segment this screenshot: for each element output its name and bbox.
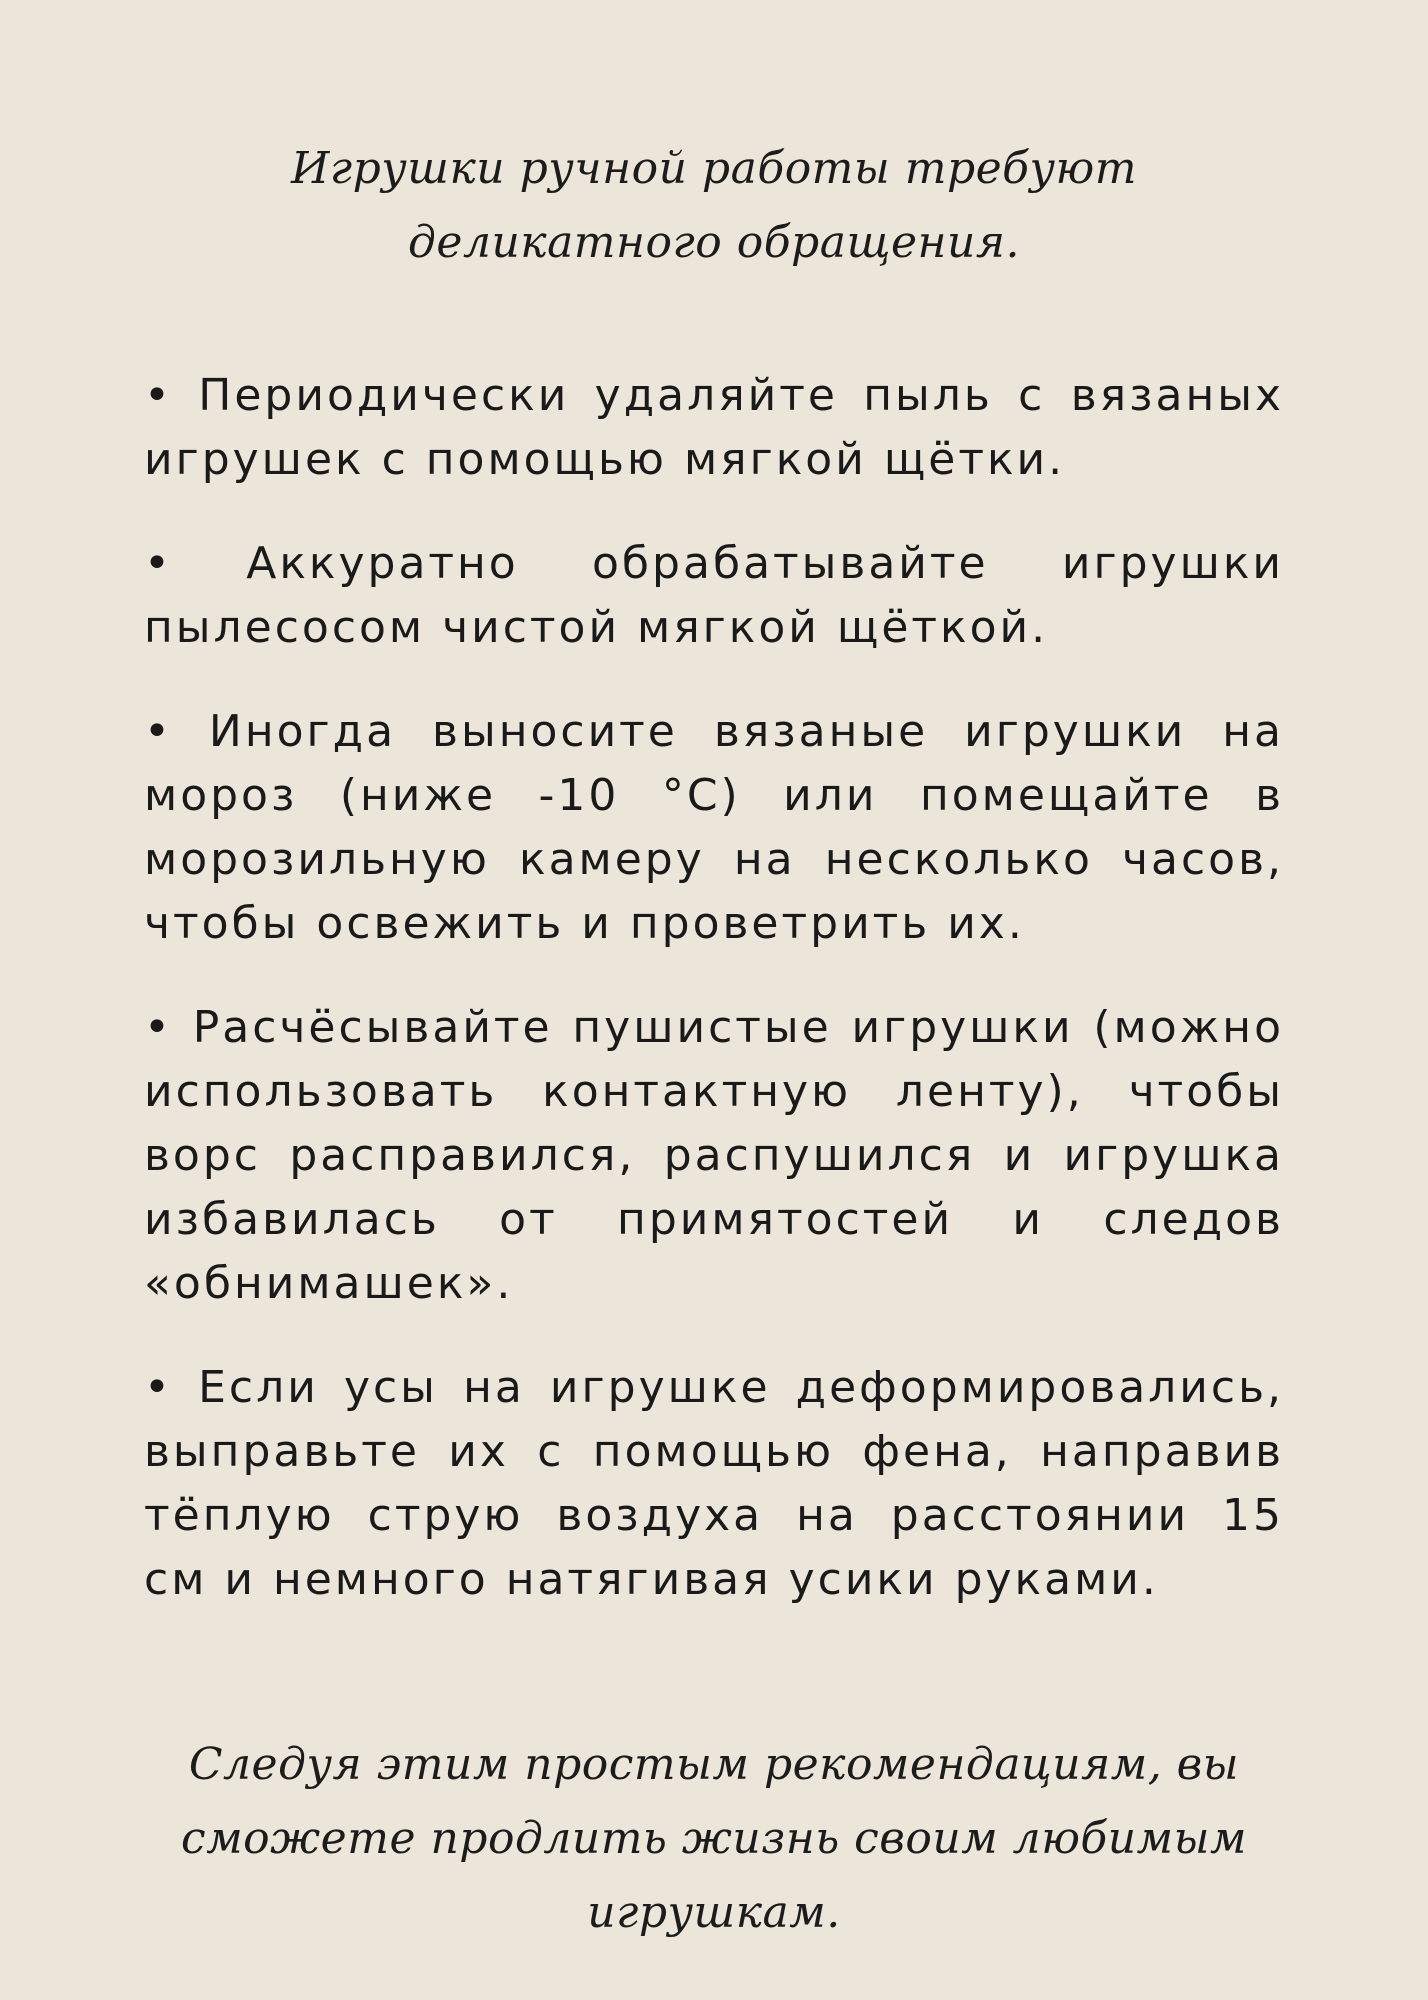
- intro-heading: Игрушки ручной работы требуют деликатного обращения.: [291, 143, 1137, 268]
- closing-note: Следуя этим простым рекомендациям, вы сможете продлить жизнь своим любимым игрушкам.: [181, 1739, 1247, 1938]
- tip-freezing: • Иногда выносите вязаные игрушки на мороз (ниже -10 °C) или помещайте в морозильную камеру на несколько часов, чтобы освежить и проветрить их.: [144, 706, 1284, 949]
- tip-vacuum: • Аккуратно обрабатывайте игрушки пылесосом чистой мягкой щёткой.: [144, 538, 1284, 653]
- tip-whiskers: • Если усы на игрушке деформировались, выправьте их с помощью фена, направив тёплую струю воздуха на расстоянии 15 см и немного натягивая усики руками.: [144, 1362, 1284, 1605]
- tip-dusting: • Периодически удаляйте пыль с вязаных игрушек с помощью мягкой щётки.: [144, 370, 1284, 485]
- care-tips-list: [144, 364, 1284, 1652]
- tip-brushing: • Расчёсывайте пушистые игрушки (можно использовать контактную ленту), чтобы ворс расправился, распушился и игрушка избавилась от примятостей и следов «обнимашек».: [144, 1002, 1284, 1309]
